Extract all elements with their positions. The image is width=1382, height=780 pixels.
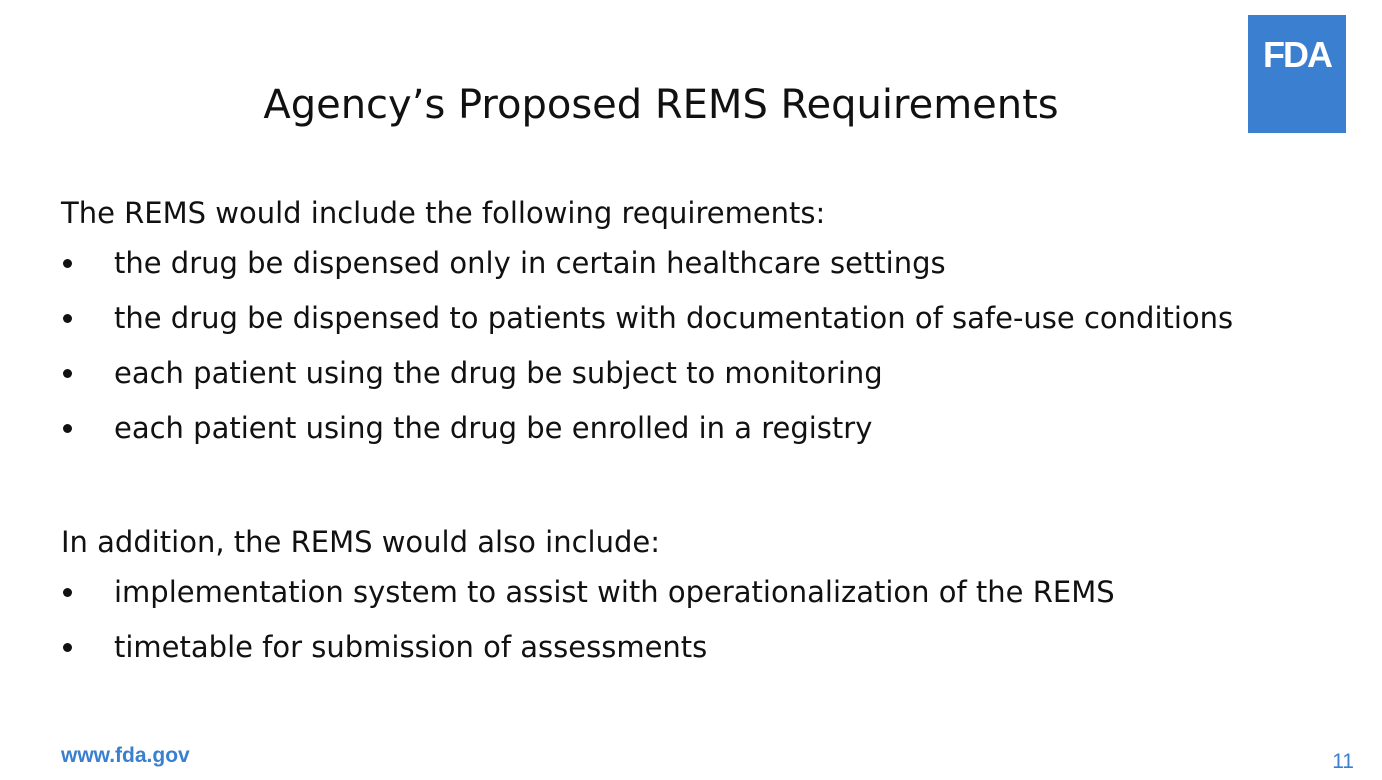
- list-item-text: the drug be dispensed to patients with documentation of safe-use conditions: [114, 301, 1234, 335]
- section2-list: [61, 569, 1351, 679]
- list-item-text: timetable for submission of assessments: [114, 630, 708, 664]
- section1-list: [61, 240, 1351, 460]
- list-item-text: each patient using the drug be subject to monitoring: [114, 356, 883, 390]
- list-item: [61, 240, 1351, 295]
- section1-intro: The REMS would include the following requirements:: [61, 196, 826, 230]
- list-item: [61, 569, 1351, 624]
- bullet-icon: [63, 643, 72, 652]
- bullet-icon: [63, 588, 72, 597]
- slide-title: Agency’s Proposed REMS Requirements: [263, 82, 1059, 128]
- footer-url: www.fda.gov: [61, 744, 190, 767]
- bullet-icon: [63, 369, 72, 378]
- list-item: [61, 350, 1351, 405]
- slide-content: [61, 190, 1351, 679]
- bullet-icon: [63, 314, 72, 323]
- list-item-text: implementation system to assist with operationalization of the REMS: [114, 575, 1115, 609]
- fda-logo-text: FDA: [1263, 34, 1331, 75]
- section2-intro: In addition, the REMS would also include:: [61, 525, 660, 559]
- list-item: [61, 624, 1351, 679]
- list-item-text: each patient using the drug be enrolled in a registry: [114, 411, 873, 445]
- page-number: 11: [1332, 750, 1354, 773]
- bullet-icon: [63, 424, 72, 433]
- bullet-icon: [63, 259, 72, 268]
- list-item: [61, 405, 1351, 460]
- list-item-text: the drug be dispensed only in certain healthcare settings: [114, 246, 946, 280]
- list-item: [61, 295, 1351, 350]
